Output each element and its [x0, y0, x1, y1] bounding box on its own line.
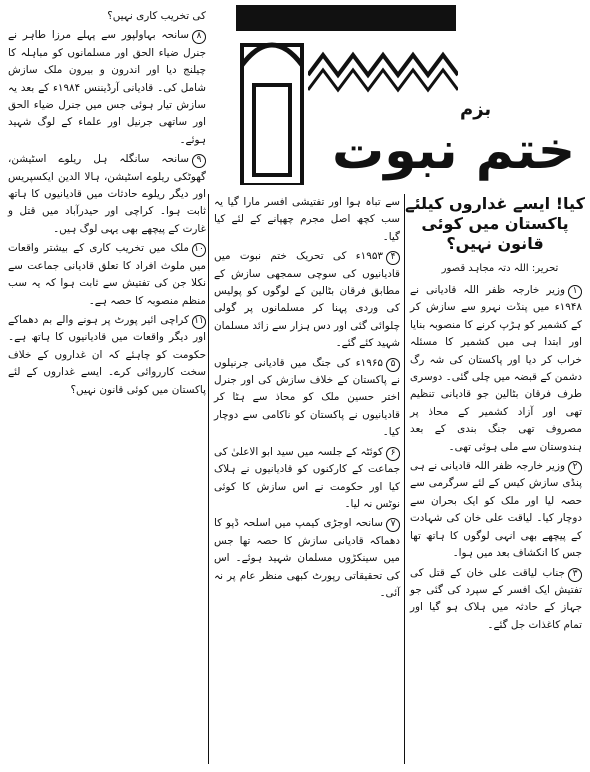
paragraph-text: وزیر خارجہ ظفر اللہ قادیانی نے ہی پنڈی سازش کیس کے لئے سرگرمی سے حصہ لیا اور ملک کو ایک بحران سے دوچار کیا۔ لیاقت علی خان کی شہادت کے پیچھے بھی انہی لوگوں کا ہاتھ تھا جس کا انکشاف بعد میں ہوا۔ — [410, 460, 582, 560]
zigzag-ornament — [308, 35, 458, 95]
item-number: ۶ — [386, 447, 400, 461]
article-headline: کیا! ایسے غداروں کیلئے پاکستان میں کوئی قانون نہیں؟ — [405, 194, 585, 253]
item-number: ۴ — [386, 251, 400, 265]
item-number: ۳ — [568, 568, 582, 582]
paragraph-text: کوئٹہ کے جلسہ میں سید ابو الاعلیٰ کی جماعت کے کارکنوں کو قادیانیوں نے ہلاک کیا اور حکومت نے اس سازش کا کوئی نوٹس نہ لیا۔ — [214, 445, 400, 510]
text-column-middle — [214, 194, 400, 604]
paragraph — [8, 151, 206, 238]
dome-illustration — [236, 25, 308, 185]
paragraph — [214, 515, 400, 602]
paragraph-text: سانحہ سانگلہ ہل ریلوے اسٹیشن، گھوٹکی ریلوے اسٹیشن، ہالا الدین ایکسپریس اور دیگر ریلوے حادثات میں قادیانیوں کا ہاتھ ثابت ہوا۔ کراچی اور حیدرآباد میں قتل و غارت کے پیچھے بھی یہی لوگ ہیں۔ — [8, 153, 206, 235]
paragraph — [214, 248, 400, 352]
column-rule-left — [208, 194, 209, 764]
paragraph — [8, 312, 206, 399]
paragraph-text: سانحہ بہاولپور سے پہلے مرزا طاہر نے جنرل ضیاء الحق اور مسلمانوں کو مباہلہ کا چیلنج دیا اور اندرون و بیرون ملک سازش شامل کی۔ قادیانی آرڈیننس ۱۹۸۴ء کے بعد یہ سازش تیار ہوئی جس میں جنرل ضیاء الحق اور ساتھی جرنیل اور علماء کے لوگ شہید ہوئے۔ — [8, 29, 206, 146]
paragraph-text: کی تخریب کاری نہیں؟ — [107, 10, 206, 22]
text-column-left — [8, 8, 206, 401]
item-number: ۹ — [192, 154, 206, 168]
paragraph — [214, 444, 400, 514]
item-number: ۸ — [192, 30, 206, 44]
paragraph-text: سانحہ اوجڑی کیمپ میں اسلحہ ڈپو کا دھماکہ قادیانی سازش کا حصہ تھا جس میں سینکڑوں مسلمان شہید ہوئے۔ اس کی تحقیقاتی رپورٹ کبھی منظر عام پر نہ آئی۔ — [214, 517, 400, 599]
item-number: ۵ — [386, 358, 400, 372]
paragraph-text: سے تباہ ہوا اور تفتیشی افسر مارا گیا یہ سب کچھ اصل مجرم چھپانے کے لئے کیا گیا۔ — [214, 196, 400, 243]
paragraph — [214, 355, 400, 442]
masthead — [236, 5, 586, 193]
paragraph-text: وزیر خارجہ ظفر اللہ قادیانی نے ۱۹۴۸ء میں پنڈت نہرو سے سازش کر کے کشمیر کو ہڑپ کرنے کا منصوبہ بنایا اور ابتدا ہی میں کشمیر کا مسئلہ خراب کر دیا اور پاکستان کی شہ رگ دشمن کے قبضہ میں چلی گئی۔ دوسری طرف فرقان بٹالین جو قادیانی تنظیم تھی اور آزاد کشمیر کے محاذ پر مصروف تھی جنگ بندی کے بعد ہندوستان سے ملی ہوئی تھی۔ — [410, 284, 582, 453]
paragraph — [410, 458, 582, 562]
text-column-right — [410, 282, 582, 636]
paragraph — [8, 240, 206, 310]
paragraph-text: کراچی ائیر پورٹ پر ہونے والے بم دھماکے اور دیگر واقعات میں قادیانیوں کا ہاتھ ہے۔ حکومت کو چاہئے کہ ان غداروں کے خلاف سخت کارروائی کرے۔ ایسے غداروں کے لئے پاکستان میں کوئی قانون نہیں؟ — [8, 313, 206, 396]
item-number: ۱۱ — [192, 315, 206, 329]
paragraph-text: ۱۹۶۵ء کی جنگ میں قادیانی جرنیلوں نے پاکستان کے خلاف سازش کی اور جنرل اختر حسین ملک کو محاذ سے ہٹا کر قادیانیوں نے پاکستان کو ناکامی سے دوچار کیا۔ — [214, 356, 400, 439]
column-rule-right — [404, 194, 405, 764]
paragraph-text: ملک میں تخریب کاری کے بیشتر واقعات میں ملوث افراد کا تعلق قادیانی جماعت سے نکلا جن کی تفتیش سے ثابت ہوا کہ یہ سب منظم منصوبہ کا حصہ ہے۔ — [8, 242, 206, 307]
paragraph — [410, 282, 582, 456]
item-number: ۱ — [568, 285, 582, 299]
paragraph — [8, 27, 206, 149]
masthead-prefix: بزم — [460, 99, 492, 120]
paragraph — [410, 565, 582, 635]
article-byline: تحریر: اللہ دتہ مجاہد قصور — [441, 263, 559, 274]
paragraph-text: ۱۹۵۳ء کی تحریک ختم نبوت میں قادیانیوں کی سوچی سمجھی سازش کے مطابق فرقان بٹالین کے لوگوں کو پولیس کی وردی پہنا کر مسلمانوں پر گولی چلوائی گئی اور دس ہزار سے زائد مسلمان شہید کئے گئے۔ — [214, 250, 400, 350]
paragraph — [214, 194, 400, 246]
item-number: ۲ — [568, 461, 582, 475]
paragraph — [8, 8, 206, 25]
paragraph-text: جناب لیاقت علی خان کے قتل کی تفتیش ایک افسر کے سپرد کی گئی جو جہاز کے حادثہ میں ہلاک ہو گیا اور تمام کاغذات جل گئے۔ — [410, 566, 582, 631]
masthead-title: ختم نبوت — [332, 121, 576, 181]
item-number: ۱۰ — [192, 243, 206, 257]
item-number: ۷ — [386, 518, 400, 532]
